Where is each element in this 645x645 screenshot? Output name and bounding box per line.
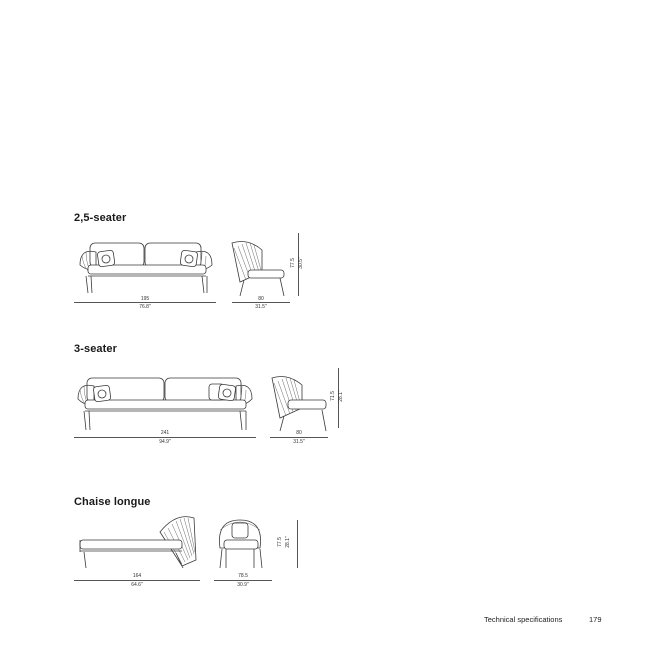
height-dimension-line — [297, 520, 298, 568]
height-dimension-cm: 77.5 — [290, 258, 296, 268]
depth-dimension-line — [214, 580, 272, 581]
front-view — [80, 517, 196, 568]
side-dimension-in: 31.5" — [255, 304, 267, 310]
front-dimension-cm: 241 — [160, 430, 170, 436]
footer-section-label: Technical specifications — [484, 615, 563, 624]
height-dimension-in: 28.1" — [285, 536, 291, 548]
side-view — [219, 520, 262, 568]
side-dimension-cm: 80 — [296, 430, 302, 436]
side-dimension-cm: 80 — [258, 296, 264, 302]
height-dimension-in: 30.5" — [298, 257, 304, 269]
section-title: Chaise longue — [74, 496, 151, 508]
height-dimension-cm: 77.5 — [277, 537, 283, 547]
height-dimension-cm: 71.5 — [330, 391, 336, 401]
side-dimension-in: 31.5" — [293, 439, 305, 445]
height-dimension-in: 28.1" — [338, 390, 344, 402]
front-dimension-in: 64.6" — [131, 582, 143, 588]
front-dimension-in: 94.9" — [159, 439, 171, 445]
section-title: 2,5-seater — [74, 212, 127, 224]
width-dimension-line — [74, 580, 200, 581]
side-dimension-in: 30.9" — [237, 582, 249, 588]
section-title: 3-seater — [74, 343, 117, 355]
front-dimension-cm: 164 — [132, 573, 142, 579]
front-dimension-cm: 195 — [140, 296, 150, 302]
page-number: 179 — [589, 615, 602, 624]
side-dimension-cm: 78.5 — [238, 573, 248, 579]
front-dimension-in: 76.8" — [139, 304, 151, 310]
